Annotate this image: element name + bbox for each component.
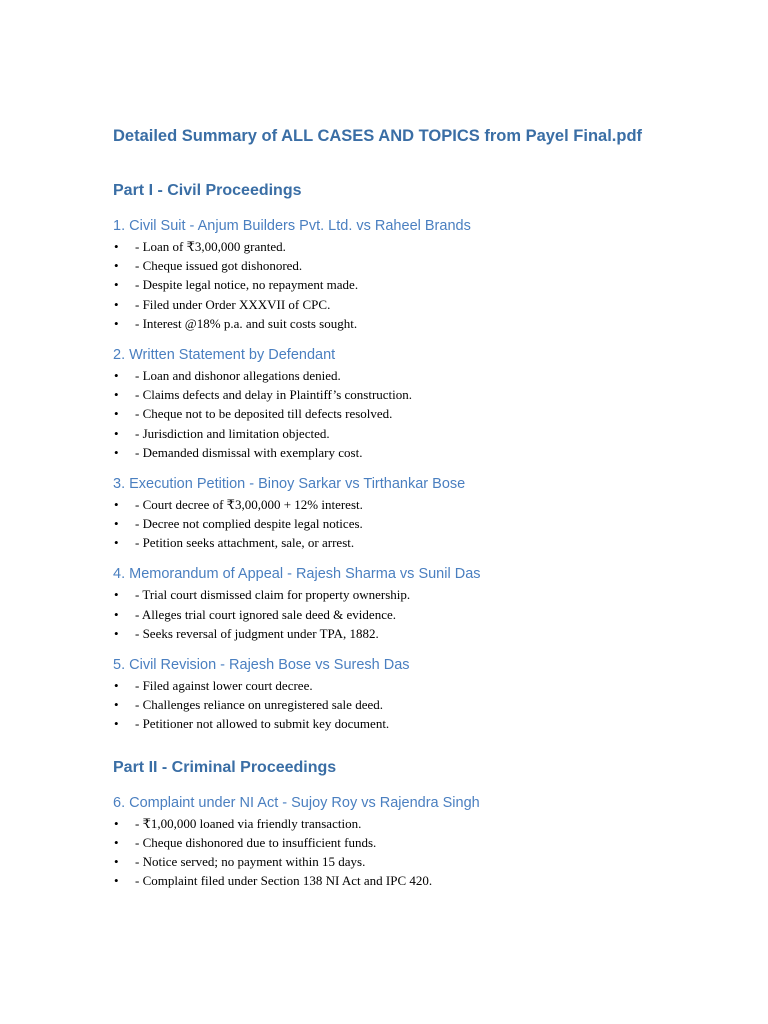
list-item — [113, 424, 733, 443]
spacer — [113, 333, 733, 344]
list-item-text: - Filed under Order XXXVII of CPC. — [135, 296, 331, 312]
bullet-icon: • — [114, 587, 119, 603]
list-item — [113, 404, 733, 423]
case-points-6 — [113, 814, 733, 891]
bullet-icon: • — [114, 606, 119, 622]
list-item — [113, 833, 733, 852]
bullet-icon: • — [114, 496, 119, 512]
bullet-icon: • — [114, 697, 119, 713]
case-points-2 — [113, 366, 733, 462]
list-item-text: - Decree not complied despite legal notices. — [135, 516, 363, 532]
list-item-text: - Trial court dismissed claim for property ownership. — [135, 587, 411, 603]
bullet-icon: • — [114, 873, 119, 889]
case-heading-1: 1. Civil Suit - Anjum Builders Pvt. Ltd. vs Raheel Brands — [113, 218, 471, 234]
list-item — [113, 514, 733, 533]
list-item-text: - Petitioner not allowed to submit key document. — [135, 716, 390, 732]
list-item-text: - Filed against lower court decree. — [135, 678, 313, 693]
bullet-icon: • — [114, 425, 119, 441]
list-item — [113, 852, 733, 871]
list-item — [113, 275, 733, 294]
bullet-icon: • — [114, 716, 119, 732]
case-heading-3: 3. Execution Petition - Binoy Sarkar vs Tirthankar Bose — [113, 475, 466, 492]
bullet-icon: • — [114, 296, 119, 312]
list-item — [113, 871, 733, 890]
bullet-icon: • — [114, 444, 119, 460]
bullet-icon: • — [114, 834, 119, 850]
list-item-text: - ₹1,00,000 loaned via friendly transaction. — [135, 815, 362, 831]
bullet-icon: • — [114, 516, 119, 532]
list-item — [113, 714, 733, 733]
list-item — [113, 295, 733, 314]
case-heading-6: 6. Complaint under NI Act - Sujoy Roy vs Rajendra Singh — [113, 794, 480, 811]
bullet-icon: • — [114, 367, 119, 383]
case-points-3 — [113, 495, 733, 553]
bullet-icon: • — [114, 815, 119, 831]
list-item-text: - Notice served; no payment within 15 days. — [135, 853, 366, 869]
case-points-4 — [113, 585, 733, 643]
list-item — [113, 695, 733, 714]
list-item-text: - Alleges trial court ignored sale deed & evidence. — [135, 606, 396, 622]
list-item — [113, 385, 733, 404]
case-points-5 — [113, 676, 733, 734]
list-item — [113, 605, 733, 624]
list-item-text: - Cheque not to be deposited till defects resolved. — [135, 406, 393, 422]
list-item-text: - Loan of ₹3,00,000 granted. — [135, 239, 286, 254]
list-item-text: - Cheque dishonored due to insufficient funds. — [135, 834, 377, 850]
list-item — [113, 237, 733, 256]
list-item-text: - Despite legal notice, no repayment made. — [135, 277, 359, 293]
case-points-1 — [113, 237, 733, 333]
list-item-text: - Challenges reliance on unregistered sale deed. — [135, 697, 383, 713]
bullet-icon: • — [114, 535, 119, 551]
spacer — [113, 643, 733, 654]
spacer — [113, 781, 733, 792]
part-heading-criminal: Part II - Criminal Proceedings — [113, 758, 337, 776]
part-heading-civil: Part I - Civil Proceedings — [113, 182, 302, 199]
bullet-icon: • — [114, 853, 119, 869]
list-item — [113, 495, 733, 514]
bullet-icon: • — [114, 239, 119, 254]
document-title: Detailed Summary of ALL CASES AND TOPICS from Payel Final.pdf — [113, 127, 643, 145]
bullet-icon: • — [114, 315, 119, 331]
list-item-text: - Seeks reversal of judgment under TPA, 1882. — [135, 625, 379, 641]
list-item-text: - Court decree of ₹3,00,000 + 12% interest. — [135, 496, 363, 512]
list-item — [113, 533, 733, 552]
case-heading-5: 5. Civil Revision - Rajesh Bose vs Suresh Das — [113, 657, 410, 673]
list-item — [113, 443, 733, 462]
list-item — [113, 366, 733, 385]
list-item — [113, 314, 733, 333]
list-item — [113, 624, 733, 643]
list-item — [113, 676, 733, 695]
list-item-text: - Jurisdiction and limitation objected. — [135, 425, 330, 441]
spacer — [113, 734, 733, 755]
bullet-icon: • — [114, 277, 119, 293]
document-page — [113, 123, 733, 890]
spacer — [113, 204, 733, 215]
list-item — [113, 814, 733, 833]
case-heading-4: 4. Memorandum of Appeal - Rajesh Sharma vs Sunil Das — [113, 566, 481, 583]
list-item-text: - Demanded dismissal with exemplary cost. — [135, 444, 363, 460]
spacer — [113, 462, 733, 473]
case-heading-2: 2. Written Statement by Defendant — [113, 346, 336, 363]
bullet-icon: • — [114, 678, 119, 693]
list-item-text: - Petition seeks attachment, sale, or arrest. — [135, 535, 355, 551]
list-item-text: - Loan and dishonor allegations denied. — [135, 367, 341, 383]
list-item-text: - Complaint filed under Section 138 NI Act and IPC 420. — [135, 873, 433, 889]
list-item-text: - Cheque issued got dishonored. — [135, 258, 303, 274]
bullet-icon: • — [114, 258, 119, 274]
list-item-text: - Claims defects and delay in Plaintiff’s construction. — [135, 387, 413, 403]
spacer — [113, 149, 733, 178]
list-item — [113, 585, 733, 604]
bullet-icon: • — [114, 387, 119, 403]
list-item-text: - Interest @18% p.a. and suit costs sought. — [135, 315, 358, 331]
spacer — [113, 552, 733, 563]
list-item — [113, 256, 733, 275]
bullet-icon: • — [114, 625, 119, 641]
bullet-icon: • — [114, 406, 119, 422]
